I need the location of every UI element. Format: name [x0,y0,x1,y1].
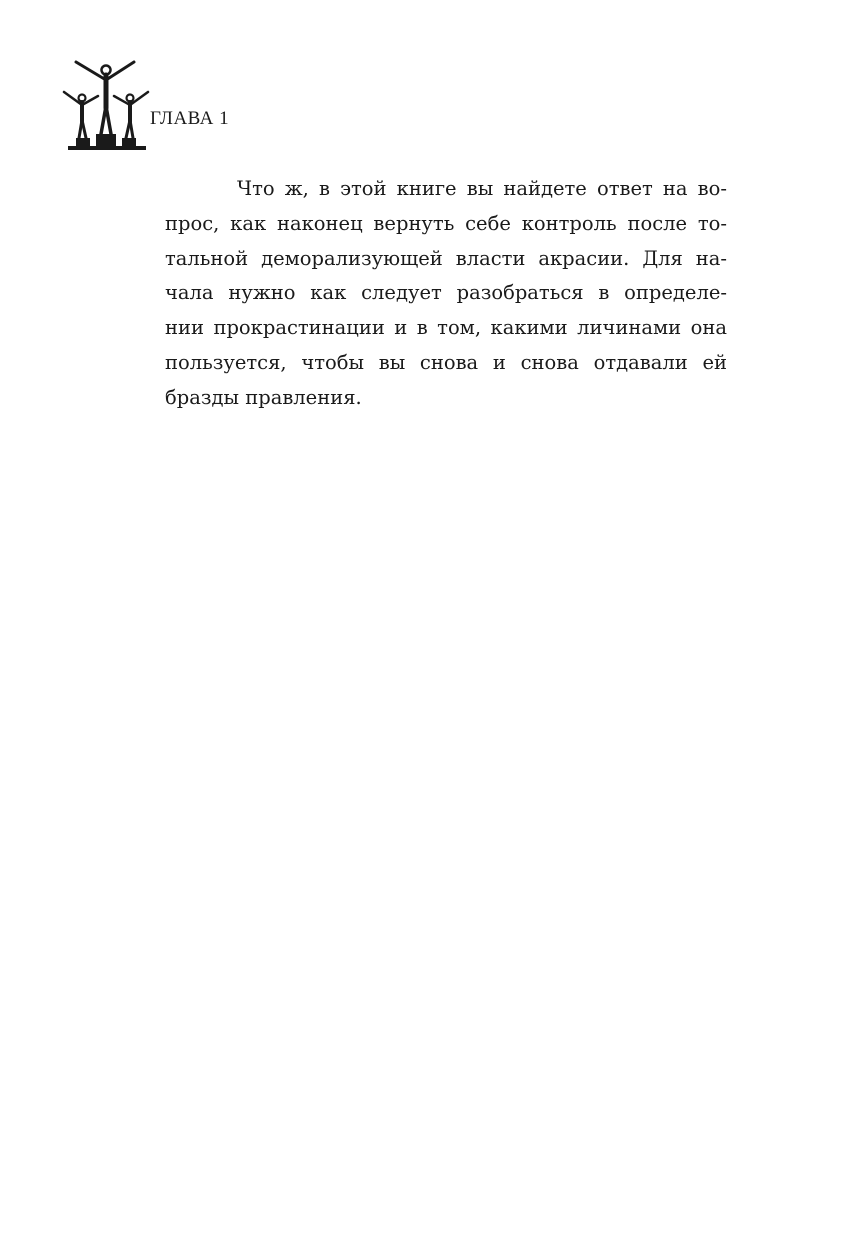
three-figures-podium-icon [62,58,152,156]
paragraph-line: бразды правления. [165,385,362,409]
paragraph-line: Что ж, в этой книге вы найдете ответ на во- [237,177,727,200]
paragraph-line: прос, как наконец вернуть себе контроль после то- [165,211,727,235]
paragraph-line: нии прокрастинации и в том, какими личинами она [165,316,727,340]
paragraph-line: пользуется, чтобы вы снова и снова отдавали ей [165,350,727,374]
chapter-header [62,58,262,158]
paragraph-line: чала нужно как следует разобраться в определе- [165,281,727,305]
chapter-label: ГЛАВА 1 [150,108,230,129]
paragraph-line: тальной деморализующей власти акрасии. Для на- [165,246,727,270]
body-paragraph [165,172,727,416]
